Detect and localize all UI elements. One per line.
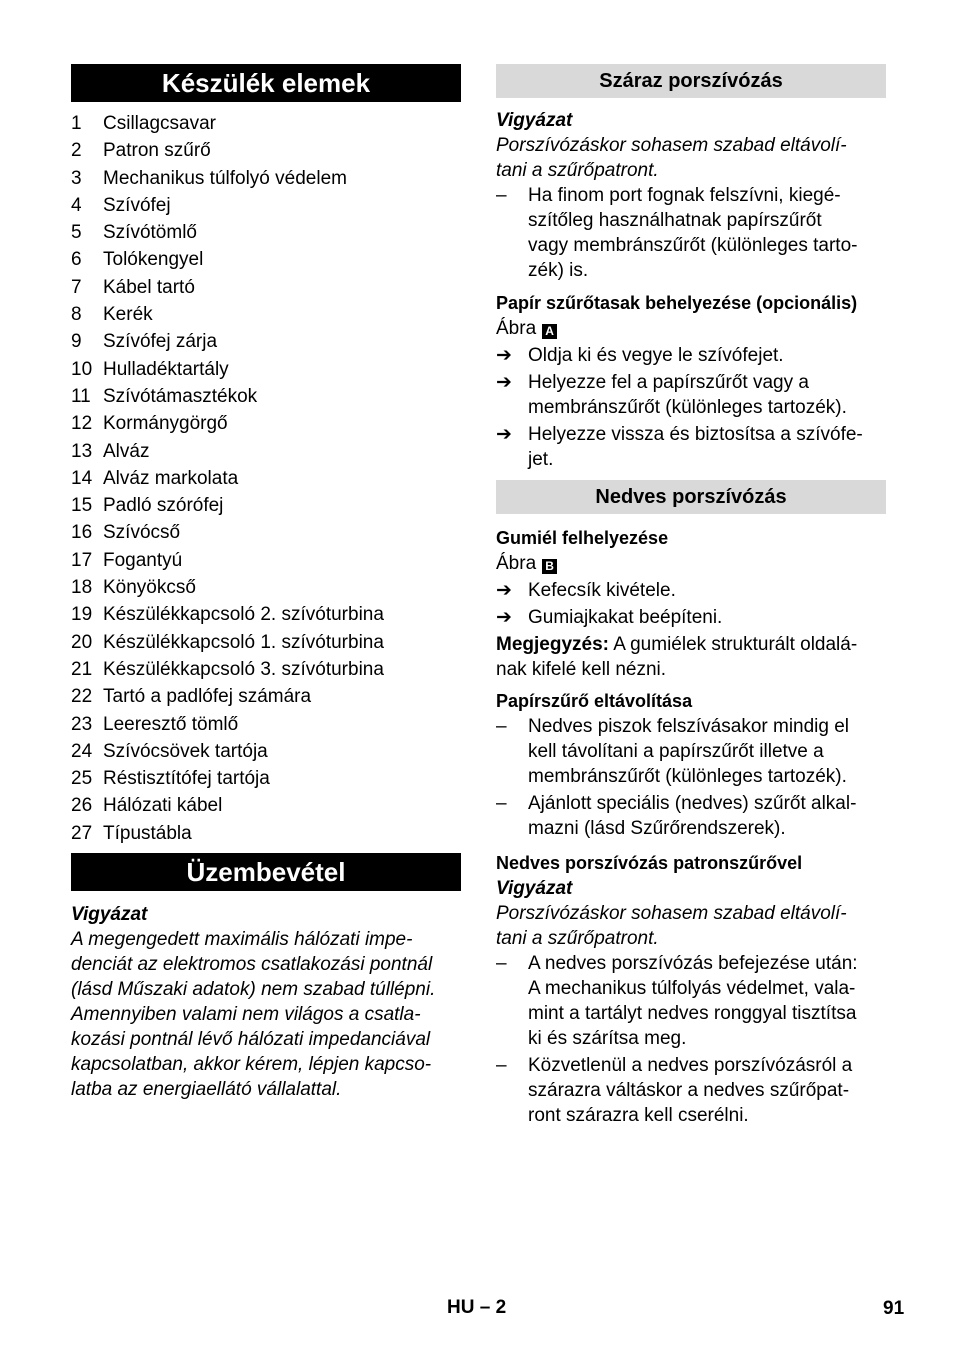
right-column — [496, 64, 886, 1128]
item-number: 12 — [71, 413, 93, 435]
item-label: Készülékkapcsoló 3. szívóturbina — [103, 658, 384, 680]
caution-title: Vigyázat — [71, 904, 148, 926]
text-line: latba az energiaellátó vállalattal. — [71, 1079, 342, 1101]
rubber-title: Gumiél felhelyezése — [496, 528, 669, 548]
dash-icon: – — [496, 716, 507, 737]
list-item-text — [528, 714, 849, 789]
list-item-text — [528, 343, 784, 368]
text-line: mint a tartályt nedves ronggyal tisztítsa — [528, 1003, 857, 1024]
item-number: 1 — [71, 113, 82, 134]
list-item — [71, 410, 461, 437]
page-number: 91 — [883, 1298, 905, 1319]
item-number: 13 — [71, 440, 93, 462]
item-number: 26 — [71, 795, 93, 817]
item-number: 11 — [71, 385, 91, 407]
item-number: 20 — [71, 631, 93, 653]
paper-steps-list — [496, 343, 886, 472]
text-line: kozási pontnál lévő hálózati impedanciával — [71, 1029, 431, 1051]
left-column — [71, 64, 461, 1102]
dash-icon: – — [496, 1055, 507, 1076]
cartridge-list — [496, 951, 886, 1128]
text-line: Helyezze vissza és biztosítsa a szívófe- — [528, 424, 863, 445]
note-text-2: nak kifelé kell nézni. — [496, 659, 667, 680]
text-line: Nedves piszok felszívásakor mindig el — [528, 716, 850, 737]
list-item-text — [528, 422, 863, 472]
item-label: Típustábla — [103, 822, 192, 844]
text-line: kapcsolatban, akkor kérem, lépjen kapcso- — [71, 1054, 432, 1076]
text-line: A mechanikus túlfolyás védelmet, vala- — [528, 978, 856, 999]
list-item — [71, 656, 461, 683]
arrow-right-icon: ➔ — [496, 372, 512, 393]
section-heading-dry-vacuuming: Száraz porszívózás — [496, 64, 886, 98]
list-item — [71, 219, 461, 246]
list-item — [71, 629, 461, 656]
list-item-text — [528, 578, 676, 603]
list-item — [496, 605, 886, 630]
item-label: Alváz markolata — [103, 467, 239, 489]
item-label: Leeresztő tömlő — [103, 713, 239, 735]
item-number: 25 — [71, 768, 93, 790]
list-item — [71, 110, 461, 137]
item-number: 18 — [71, 577, 93, 599]
list-item-text — [528, 370, 847, 420]
figure-label: Ábra — [496, 553, 537, 574]
parts-list — [71, 110, 461, 847]
figure-b-icon: B — [542, 559, 557, 574]
item-label: Kábel tartó — [103, 276, 195, 298]
list-item — [71, 328, 461, 355]
paper-bag-title: Papír szűrőtasak behelyezése (opcionális) — [496, 293, 858, 313]
text-line: tani a szűrőpatront. — [496, 160, 659, 181]
item-number: 16 — [71, 522, 93, 544]
text-line: Kefecsík kivétele. — [528, 580, 676, 601]
list-item — [496, 578, 886, 603]
text-line: (lásd Műszaki adatok) nem szabad túllépni. — [71, 979, 436, 1001]
list-item — [496, 791, 886, 841]
list-item — [71, 711, 461, 738]
list-item-text — [528, 1053, 852, 1128]
item-label: Padló szórófej — [103, 495, 224, 517]
text-line: szítőleg használhatnak papírszűrőt — [528, 210, 822, 231]
list-item — [496, 714, 886, 789]
list-item — [71, 465, 461, 492]
list-item — [71, 601, 461, 628]
text-line: membránszűrőt (különleges tartozék). — [528, 766, 847, 787]
item-label: Készülékkapcsoló 1. szívóturbina — [103, 631, 384, 653]
list-item — [496, 343, 886, 368]
item-label: Szívótámasztékok — [103, 385, 258, 407]
list-item — [71, 492, 461, 519]
figure-ref-a — [496, 316, 886, 341]
text-line: szárazra váltáskor a nedves szűrőpat- — [528, 1080, 850, 1101]
text-line: Gumiajkakat beépíteni. — [528, 607, 723, 628]
list-item — [71, 519, 461, 546]
list-item — [496, 422, 886, 472]
item-number: 23 — [71, 713, 93, 735]
section-heading-device-parts: Készülék elemek — [71, 64, 461, 102]
item-number: 15 — [71, 495, 93, 517]
item-label: Szívócsövek tartója — [103, 740, 268, 762]
rubber-steps-list — [496, 578, 886, 630]
arrow-right-icon: ➔ — [496, 345, 512, 366]
item-number: 8 — [71, 304, 82, 326]
dash-icon: – — [496, 953, 507, 974]
text-line: Ajánlott speciális (nedves) szűrőt alkal- — [528, 793, 857, 814]
figure-label: Ábra — [496, 318, 537, 339]
text-line: zék) is. — [528, 260, 589, 281]
text-line: denciát az elektromos csatlakozási pontnál — [71, 954, 433, 976]
caution-text — [71, 927, 461, 1102]
text-line: ront szárazra kell cserélni. — [528, 1105, 749, 1126]
arrow-right-icon: ➔ — [496, 424, 512, 445]
list-item — [496, 183, 886, 283]
item-number: 2 — [71, 140, 82, 162]
item-number: 4 — [71, 194, 82, 216]
item-label: Könyökcső — [103, 577, 196, 599]
text-line: A nedves porszívózás befejezése után: — [528, 953, 858, 974]
text-line: Amennyiben valami nem világos a csatla- — [71, 1004, 421, 1026]
note-label: Megjegyzés: — [496, 634, 609, 655]
item-label: Csillagcsavar — [103, 113, 216, 134]
item-number: 21 — [71, 658, 93, 680]
dash-icon: – — [496, 185, 507, 206]
arrow-right-icon: ➔ — [496, 580, 512, 601]
list-item — [71, 547, 461, 574]
item-number: 6 — [71, 249, 82, 271]
text-line: A megengedett maximális hálózati impe- — [71, 929, 413, 951]
footer-label: HU – 2 — [447, 1297, 507, 1318]
list-item — [496, 951, 886, 1051]
cartridge-title: Nedves porszívózás patronszűrővel — [496, 853, 803, 873]
text-line: Porszívózáskor sohasem szabad eltávolí- — [496, 903, 847, 924]
item-number: 9 — [71, 331, 82, 353]
item-number: 10 — [71, 358, 93, 380]
list-item — [71, 246, 461, 273]
arrow-right-icon: ➔ — [496, 607, 512, 628]
list-item-text — [528, 791, 856, 841]
item-label: Mechanikus túlfolyó védelem — [103, 167, 347, 189]
list-item-text — [528, 183, 857, 283]
item-number: 22 — [71, 686, 93, 708]
list-item — [71, 792, 461, 819]
list-item — [71, 574, 461, 601]
item-label: Szívócső — [103, 522, 181, 544]
figure-a-icon: A — [542, 324, 557, 339]
item-number: 3 — [71, 167, 82, 189]
text-line: vagy membránszűrőt (különleges tarto- — [528, 235, 858, 256]
item-number: 27 — [71, 822, 93, 844]
remove-title: Papírszűrő eltávolítása — [496, 691, 693, 711]
item-label: Szívótömlő — [103, 222, 197, 244]
cartridge-caution-title: Vigyázat — [496, 878, 573, 899]
text-line: tani a szűrőpatront. — [496, 928, 659, 949]
remove-list — [496, 714, 886, 841]
list-item — [71, 383, 461, 410]
text-line: Közvetlenül a nedves porszívózásról a — [528, 1055, 853, 1076]
item-label: Szívófej zárja — [103, 331, 218, 353]
item-label: Fogantyú — [103, 549, 183, 571]
text-line: Ha finom port fognak felszívni, kiegé- — [528, 185, 841, 206]
item-number: 17 — [71, 549, 93, 571]
item-label: Hulladéktartály — [103, 358, 229, 380]
list-item-text — [528, 605, 722, 630]
item-label: Alváz — [103, 440, 150, 462]
list-item — [71, 438, 461, 465]
item-label: Kerék — [103, 304, 153, 326]
list-item — [496, 370, 886, 420]
list-item — [71, 738, 461, 765]
item-label: Szívófej — [103, 194, 171, 216]
item-number: 7 — [71, 276, 82, 298]
item-label: Tolókengyel — [103, 249, 204, 271]
item-label: Hálózati kábel — [103, 795, 223, 817]
dash-icon: – — [496, 793, 507, 814]
list-item — [71, 137, 461, 164]
text-line: ki és szárítsa meg. — [528, 1028, 687, 1049]
item-label: Tartó a padlófej számára — [103, 686, 312, 708]
item-number: 24 — [71, 740, 93, 762]
list-item — [71, 356, 461, 383]
list-item — [71, 274, 461, 301]
dry-caution-title: Vigyázat — [496, 110, 573, 131]
item-number: 5 — [71, 222, 82, 244]
text-line: jet. — [528, 449, 554, 470]
item-label: Kormánygörgő — [103, 413, 228, 435]
text-line: kell távolítani a papírszűrőt illetve a — [528, 741, 824, 762]
note — [496, 632, 886, 682]
list-item — [71, 301, 461, 328]
item-number: 14 — [71, 467, 93, 489]
item-label: Réstisztítófej tartója — [103, 768, 270, 790]
item-label: Patron szűrő — [103, 140, 211, 162]
section-heading-wet-vacuuming: Nedves porszívózás — [496, 480, 886, 514]
text-line: mazni (lásd Szűrőrendszerek). — [528, 818, 786, 839]
cartridge-caution-text — [496, 901, 886, 951]
list-item — [71, 820, 461, 847]
item-label: Készülékkapcsoló 2. szívóturbina — [103, 604, 384, 626]
list-item — [71, 165, 461, 192]
note-text: A gumiélek strukturált oldalá- — [608, 634, 858, 655]
section-heading-startup: Üzembevétel — [71, 853, 461, 891]
list-item-text — [528, 951, 858, 1051]
figure-ref-b — [496, 551, 886, 576]
list-item — [71, 765, 461, 792]
list-item — [71, 192, 461, 219]
text-line: membránszűrőt (különleges tartozék). — [528, 397, 847, 418]
text-line: Helyezze fel a papírszűrőt vagy a — [528, 372, 809, 393]
list-item — [496, 1053, 886, 1128]
dry-caution-text — [496, 133, 886, 183]
dry-dash-list — [496, 183, 886, 283]
text-line: Porszívózáskor sohasem szabad eltávolí- — [496, 135, 847, 156]
list-item — [71, 683, 461, 710]
item-number: 19 — [71, 604, 93, 626]
text-line: Oldja ki és vegye le szívófejet. — [528, 345, 784, 366]
